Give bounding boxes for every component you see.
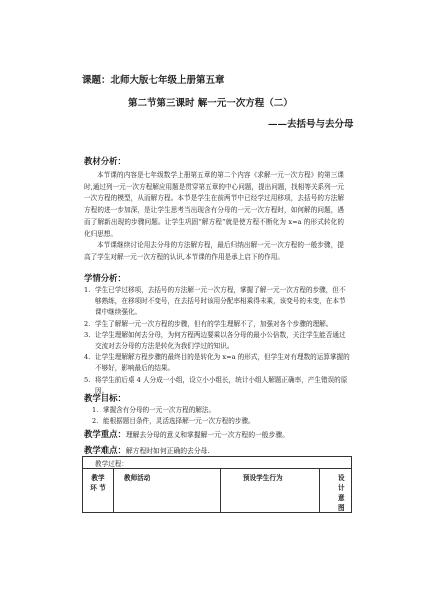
list-item: 5. 将学生前后桌 4 人分成一小组，设立小小组长，统计小组人解题正确率，产生错误的原因。 [84, 375, 348, 395]
difficulty-line [84, 444, 210, 456]
course-line: 课题：北师大版七年级上册第五章 [82, 75, 225, 86]
key-point-line [84, 428, 289, 440]
situation-list [84, 285, 352, 397]
analysis-paragraph-2: 本节课继续讨论用去分母的方法解方程，最后归纳出解一元一次方程的一般步骤，提高了学生对解一元一次方程的认识,本节课的作用是承上启下的作用。 [84, 241, 344, 261]
col-header-teacher: 教师活动 [114, 469, 221, 513]
list-item: 3. 让学生理解如何去分母，为何方程两边要乘以各分母的最小公倍数，关注学生能否通过交流对去分母的方法是转化为我们学过的知识。 [84, 330, 346, 351]
lesson-title: 第二节第三课时 解一元一次方程（二） [128, 98, 293, 109]
difficulty-text: 解方程时如何正确的去分母. [125, 447, 210, 455]
goals-list [92, 405, 352, 427]
col-header-student: 预设学生行为 [221, 469, 320, 513]
col-header-stage: 教学 环 节 [83, 469, 114, 513]
col-header-intent: 设计意图 [320, 469, 352, 513]
goals-heading: 教学目标： [84, 393, 126, 403]
key-point-text: 理解去分母的意义和掌握解一元一次方程的一般步骤。 [125, 431, 289, 439]
process-table [82, 456, 352, 513]
lesson-subtitle: ——去括号与去分母 [268, 119, 354, 130]
difficulty-label: 教学难点： [84, 445, 126, 455]
list-item: 2. 学生了解解一元一次方程的步骤，但有的学生理解不了，加强对各个步骤的理解。 [84, 319, 333, 328]
list-item: 1. 掌握含有分母的一元一次方程的解法。 [92, 406, 216, 414]
situation-heading: 学情分析： [84, 273, 126, 283]
analysis-text [84, 170, 344, 264]
process-table-title: 教学过程： [83, 457, 352, 469]
list-item: 2. 能根据题目条件，灵活选择解一元一次方程的步骤。 [92, 417, 255, 426]
key-point-label: 教学重点： [84, 429, 126, 439]
analysis-paragraph-1: 本节课的内容是七年级数学上册第五章的第二个内容《求解一元一次方程》的第三课时,通过列一元一次方程解应用题是贯穿第五章的中心问题，提出问题，找相等关系列一元一次方程的模型，从而解方程。本节是学生在前两节中已经学过用移项，去括号的方法解方程的进一步加深，是让学生思考当出现含有分母的一元一次方程时，如何解的问题，遇而了解新出现的步骤问题。让学生巩固“解方程”就是使方程不断化为 x=a 的形式转化的化归思想。 [84, 171, 344, 238]
list-item: 1. 学生已学过移项，去括号的方法解一元一次方程，掌握了解一元一次方程的步骤，但不够熟练，在移项时不变号，在去括号时该用分配率相乘得未乘，该变号的未变，在本节课中继续强化。 [84, 286, 346, 317]
list-item: 4. 让学生理解解方程步骤的最终目的是转化为 x=a 的形式，但学生对有理数的运算掌握的不够好，影响最后的结果。 [84, 353, 350, 373]
analysis-heading: 教材分析： [84, 156, 126, 166]
